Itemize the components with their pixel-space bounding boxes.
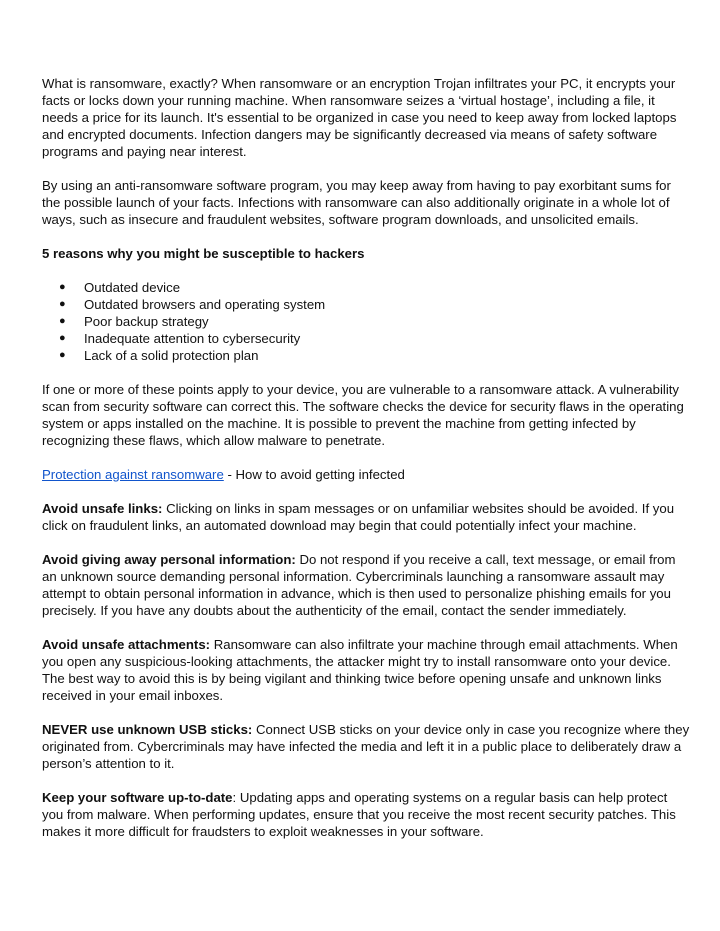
list-item: [42, 330, 690, 347]
list-item-text: Outdated device: [84, 280, 181, 295]
tip-paragraph: [42, 789, 690, 840]
anti-ransomware-paragraph: By using an anti-ransomware software program, you may keep away from having to pay exorbitant sums for the possible launch of your facts. Infections with ransomware can also additionally originate in a whole lot of ways, such as insecure and fraudulent websites, software program downloads, and unsolicited emails.: [42, 178, 671, 227]
reasons-heading: 5 reasons why you might be susceptible to hackers: [42, 246, 365, 261]
protection-link[interactable]: Protection against ransomware: [42, 467, 224, 482]
bullet-icon: ●: [59, 315, 66, 327]
tip-paragraph: [42, 500, 690, 534]
tip-text: Clicking on links in spam messages or on unfamiliar websites should be avoided. If you click on fraudulent links, an automated download may begin that could potentially infect your machine.: [42, 501, 675, 533]
tip-text: : Updating apps and operating systems on a regular basis can help protect you from malware. When performing updates, ensure that you receive the most recent security patches. This makes it more difficult for fraudsters to exploit weaknesses in your software.: [42, 790, 676, 839]
bullet-icon: ●: [59, 332, 66, 344]
list-item-text: Outdated browsers and operating system: [84, 297, 326, 312]
bullet-icon: ●: [59, 298, 66, 310]
protection-line: [42, 466, 690, 483]
tip-title: Keep your software up-to-date: [42, 790, 233, 805]
tip-title: Avoid unsafe links:: [42, 501, 163, 516]
list-item-text: Poor backup strategy: [84, 314, 209, 329]
tip-paragraph: [42, 636, 690, 704]
protection-suffix: - How to avoid getting infected: [223, 467, 405, 482]
bullet-icon: ●: [59, 281, 66, 293]
tip-text: Do not respond if you receive a call, text message, or email from an unknown source demanding personal information. Cybercriminals launching a ransomware assault may attempt to obtain personal information in advance, which is then used to personalize phishing emails for you precisely. If you have any doubts about the authenticity of the email, contact the sender immediately.: [42, 552, 676, 618]
list-item: [42, 279, 690, 296]
list-item: [42, 347, 690, 364]
tip-text: Connect USB sticks on your device only in case you recognize where they originated from. Cybercriminals may have infected the media and left it in a public place to deliberately draw a person’s attention to it.: [42, 722, 690, 771]
tip-title: NEVER use unknown USB sticks:: [42, 722, 253, 737]
tip-paragraph: [42, 721, 690, 772]
vulnerability-paragraph: If one or more of these points apply to your device, you are vulnerable to a ransomware attack. A vulnerability scan from security software can correct this. The software checks the device for security flaws in the operating system or apps installed on the machine. It is possible to prevent the machine from getting infected by recognizing these flaws, which allow malware to penetrate.: [42, 382, 684, 448]
tip-title: Avoid giving away personal information:: [42, 552, 296, 567]
reasons-list: [42, 279, 690, 364]
tip-title: Avoid unsafe attachments:: [42, 637, 211, 652]
bullet-icon: ●: [59, 349, 66, 361]
list-item: [42, 296, 690, 313]
tip-paragraph: [42, 551, 690, 619]
list-item: [42, 313, 690, 330]
tip-text: Ransomware can also infiltrate your machine through email attachments. When you open any suspicious-looking attachments, the attacker might try to install ransomware onto your device. The best way to avoid this is by being vigilant and thinking twice before opening unsafe and unknown links received in your email inboxes.: [42, 637, 678, 703]
list-item-text: Lack of a solid protection plan: [84, 348, 259, 363]
list-item-text: Inadequate attention to cybersecurity: [84, 331, 301, 346]
intro-paragraph: What is ransomware, exactly? When ransomware or an encryption Trojan infiltrates your PC, it encrypts your facts or locks down your running machine. When ransomware seizes a ‘virtual hostage’, including a file, it needs a price for its launch. It's essential to be organized in case you need to keep away from locked laptops and encrypted documents. Infection dangers may be significantly decreased via means of safety software programs and paying near interest.: [42, 76, 677, 159]
